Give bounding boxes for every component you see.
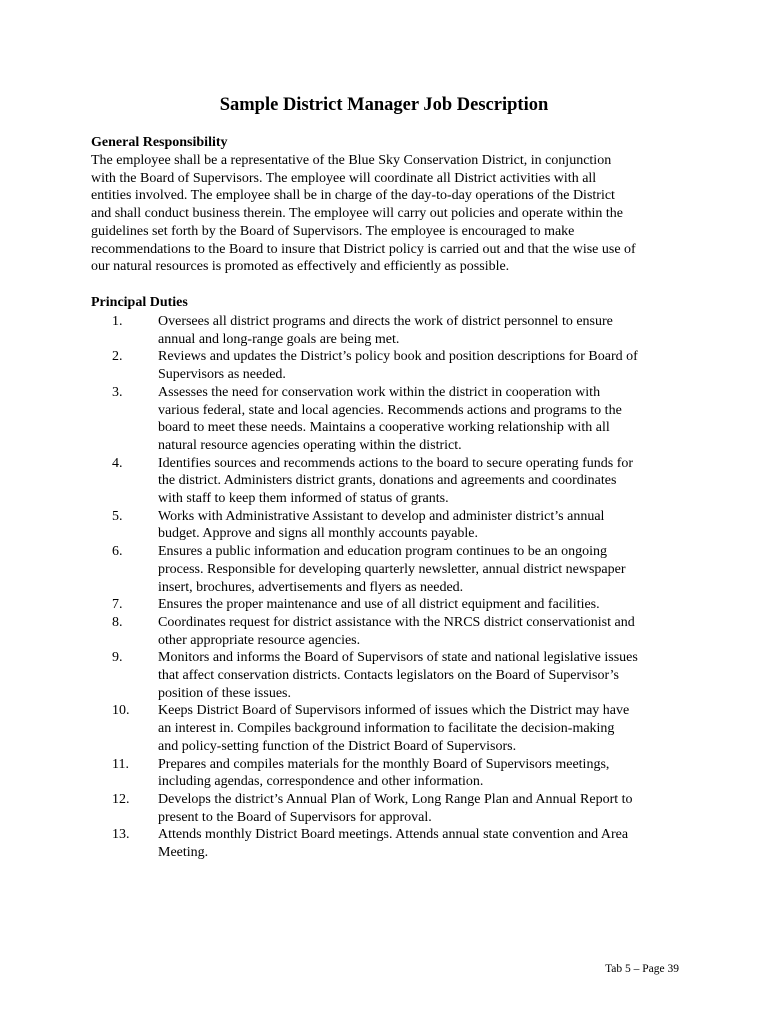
duty-line: the district. Administers district grants, donations and agreements and coordinates	[158, 473, 617, 489]
duty-text	[158, 455, 698, 508]
duty-number: 12.	[112, 791, 130, 807]
duty-line: natural resource agencies operating within the district.	[158, 437, 462, 453]
duty-text	[158, 384, 698, 455]
duty-line: that affect conservation districts. Contacts legislators on the Board of Supervisor’s	[158, 668, 619, 684]
duty-item	[0, 455, 768, 508]
general-responsibility-paragraph	[91, 152, 691, 276]
duty-text	[158, 826, 698, 861]
duty-line: board to meet these needs. Maintains a cooperative working relationship with all	[158, 420, 610, 436]
duty-line: various federal, state and local agencies. Recommends actions and programs to the	[158, 402, 622, 418]
duty-number: 6.	[112, 544, 123, 560]
duty-line: including agendas, correspondence and other information.	[158, 774, 484, 790]
paragraph-line: recommendations to the Board to insure that District policy is carried out and that the wise use of	[91, 241, 636, 257]
duty-line: Assesses the need for conservation work within the district in cooperation with	[158, 384, 601, 400]
duty-line: other appropriate resource agencies.	[158, 632, 361, 648]
duty-item	[0, 348, 768, 383]
duty-line: Keeps District Board of Supervisors informed of issues which the District may have	[158, 703, 630, 719]
duty-line: budget. Approve and signs all monthly accounts payable.	[158, 526, 478, 542]
duty-line: process. Responsible for developing quarterly newsletter, annual district newspaper	[158, 561, 626, 577]
principal-duties-list	[0, 313, 768, 862]
duty-item	[0, 826, 768, 861]
duty-number: 1.	[112, 314, 123, 329]
duty-line: annual and long-range goals are being met.	[158, 331, 400, 347]
duty-item	[0, 649, 768, 702]
duty-line: Supervisors as needed.	[158, 367, 286, 383]
duty-number: 8.	[112, 614, 123, 630]
duty-text	[158, 313, 698, 348]
paragraph-line: our natural resources is promoted as effectively and efficiently as possible.	[91, 259, 510, 275]
page-title: Sample District Manager Job Description	[219, 95, 549, 115]
duty-line: position of these issues.	[158, 685, 291, 701]
paragraph-line: with the Board of Supervisors. The employee will coordinate all District activities with all	[91, 170, 597, 186]
duty-line: present to the Board of Supervisors for approval.	[158, 809, 432, 825]
duty-text	[158, 702, 698, 755]
duty-line: Coordinates request for district assistance with the NRCS district conservationist and	[158, 614, 635, 630]
duty-line: Identifies sources and recommends actions to the board to secure operating funds for	[158, 455, 634, 471]
duty-number: 7.	[112, 597, 123, 613]
duty-number: 11.	[112, 756, 129, 772]
duty-line: Prepares and compiles materials for the monthly Board of Supervisors meetings,	[158, 756, 610, 772]
duty-text	[158, 649, 698, 702]
duty-line: Attends monthly District Board meetings. Attends annual state convention and Area	[158, 827, 629, 843]
duty-line: and policy-setting function of the District Board of Supervisors.	[158, 738, 517, 754]
duty-item	[0, 614, 768, 649]
duty-item	[0, 543, 768, 596]
duty-line: Ensures a public information and education program continues to be an ongoing	[158, 544, 608, 560]
duty-text	[158, 756, 698, 791]
duty-number: 9.	[112, 650, 123, 666]
duty-item	[0, 313, 768, 348]
paragraph-line: and shall conduct business therein. The employee will carry out policies and operate within the	[91, 206, 623, 222]
duty-text	[158, 543, 698, 596]
duty-item	[0, 791, 768, 826]
duty-line: Monitors and informs the Board of Supervisors of state and national legislative issues	[158, 650, 638, 666]
paragraph-line: entities involved. The employee shall be in charge of the day-to-day operations of the District	[91, 188, 615, 204]
duty-number: 10.	[112, 703, 130, 719]
duty-number: 3.	[112, 384, 123, 400]
duty-line: Reviews and updates the District’s policy book and position descriptions for Board of	[158, 349, 638, 365]
duty-text	[158, 791, 698, 826]
duty-text	[158, 348, 698, 383]
duty-item	[0, 384, 768, 455]
duty-item	[0, 756, 768, 791]
paragraph-line: The employee shall be a representative of the Blue Sky Conservation District, in conjunction	[91, 153, 612, 168]
duty-text	[158, 614, 698, 649]
general-responsibility-heading: General Responsibility	[91, 135, 228, 150]
paragraph-line: guidelines set forth by the Board of Supervisors. The employee is encouraged to make	[91, 223, 575, 239]
duty-number: 5.	[112, 508, 123, 524]
duty-item	[0, 508, 768, 543]
duty-item	[0, 702, 768, 755]
duty-line: Works with Administrative Assistant to develop and administer district’s annual	[158, 508, 605, 524]
page-footer: Tab 5 – Page 39	[605, 963, 679, 975]
duty-text	[158, 596, 698, 614]
duty-number: 4.	[112, 455, 123, 471]
duty-text	[158, 508, 698, 543]
principal-duties-heading: Principal Duties	[91, 295, 188, 310]
duty-item	[0, 596, 768, 614]
duty-line: Develops the district’s Annual Plan of Work, Long Range Plan and Annual Report to	[158, 791, 633, 807]
duty-number: 13.	[112, 827, 130, 843]
duty-line: an interest in. Compiles background information to facilitate the decision-making	[158, 721, 615, 737]
duty-number: 2.	[112, 349, 123, 365]
duty-line: Meeting.	[158, 845, 209, 861]
duty-line: with staff to keep them informed of status of grants.	[158, 491, 449, 507]
duty-line: insert, brochures, advertisements and flyers as needed.	[158, 579, 464, 595]
duty-line: Ensures the proper maintenance and use of all district equipment and facilities.	[158, 597, 600, 613]
duty-line: Oversees all district programs and directs the work of district personnel to ensure	[158, 314, 613, 329]
